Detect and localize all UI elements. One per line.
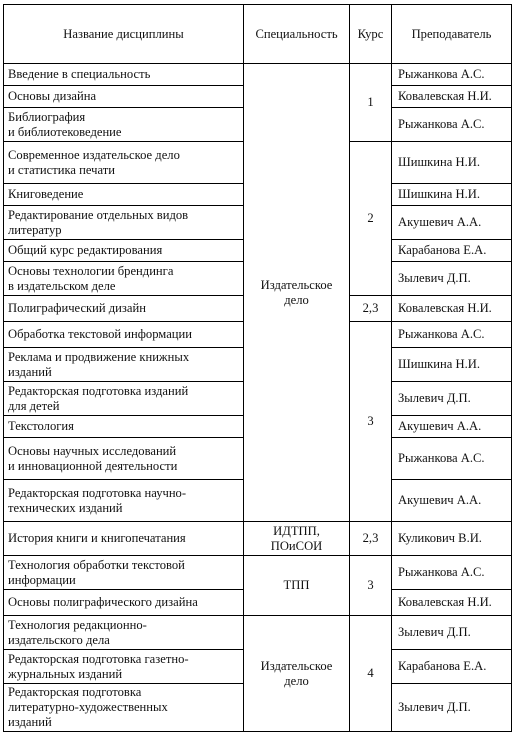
specialty-cell: ИДТПП, ПОиСОИ	[244, 522, 350, 556]
teacher-cell: Карабанова Е.А.	[392, 240, 512, 262]
discipline-cell: Основы технологии брендинга в издательском деле	[4, 262, 244, 296]
discipline-cell: Общий курс редактирования	[4, 240, 244, 262]
header-course: Курс	[350, 5, 392, 64]
discipline-cell: Основы полиграфического дизайна	[4, 590, 244, 616]
discipline-cell: Технология редакционно- издательского дела	[4, 616, 244, 650]
teacher-cell: Рыжанкова А.С.	[392, 322, 512, 348]
teacher-cell: Акушевич А.А.	[392, 206, 512, 240]
discipline-cell: Обработка текстовой информации	[4, 322, 244, 348]
teacher-cell: Зылевич Д.П.	[392, 262, 512, 296]
course-cell: 3	[350, 322, 392, 522]
discipline-cell: Книговедение	[4, 184, 244, 206]
header-specialty: Специальность	[244, 5, 350, 64]
course-cell: 4	[350, 616, 392, 732]
discipline-cell: Редакторская подготовка изданий для детей	[4, 382, 244, 416]
discipline-cell: Редакторская подготовка газетно- журнальных изданий	[4, 650, 244, 684]
teacher-cell: Рыжанкова А.С.	[392, 438, 512, 480]
teacher-cell: Куликович В.И.	[392, 522, 512, 556]
header-discipline: Название дисциплины	[4, 5, 244, 64]
specialty-cell: Издательское дело	[244, 616, 350, 732]
course-cell: 3	[350, 556, 392, 616]
course-cell: 2	[350, 142, 392, 296]
discipline-cell: История книги и книгопечатания	[4, 522, 244, 556]
teacher-cell: Акушевич А.А.	[392, 416, 512, 438]
specialty-cell: ТПП	[244, 556, 350, 616]
table-row	[4, 616, 512, 650]
teacher-cell: Ковалевская Н.И.	[392, 86, 512, 108]
specialty-cell: Издательское дело	[244, 64, 350, 522]
table-row	[4, 64, 512, 86]
teacher-cell: Зылевич Д.П.	[392, 684, 512, 732]
teacher-cell: Рыжанкова А.С.	[392, 64, 512, 86]
teacher-cell: Акушевич А.А.	[392, 480, 512, 522]
discipline-cell: Редакторская подготовка научно- технических изданий	[4, 480, 244, 522]
course-cell: 2,3	[350, 522, 392, 556]
teacher-cell: Ковалевская Н.И.	[392, 590, 512, 616]
teacher-cell: Рыжанкова А.С.	[392, 556, 512, 590]
discipline-cell: Технология обработки текстовой информации	[4, 556, 244, 590]
table-row	[4, 522, 512, 556]
discipline-cell: Основы дизайна	[4, 86, 244, 108]
discipline-cell: Библиография и библиотековедение	[4, 108, 244, 142]
discipline-cell: Введение в специальность	[4, 64, 244, 86]
discipline-cell: Полиграфический дизайн	[4, 296, 244, 322]
teacher-cell: Зылевич Д.П.	[392, 616, 512, 650]
discipline-cell: Текстология	[4, 416, 244, 438]
teacher-cell: Карабанова Е.А.	[392, 650, 512, 684]
discipline-cell: Реклама и продвижение книжных изданий	[4, 348, 244, 382]
teacher-cell: Шишкина Н.И.	[392, 184, 512, 206]
discipline-cell: Основы научных исследований и инновационной деятельности	[4, 438, 244, 480]
curriculum-table	[3, 4, 512, 732]
discipline-cell: Современное издательское дело и статистика печати	[4, 142, 244, 184]
teacher-cell: Рыжанкова А.С.	[392, 108, 512, 142]
teacher-cell: Шишкина Н.И.	[392, 348, 512, 382]
discipline-cell: Редакторская подготовка литературно-художественных изданий	[4, 684, 244, 732]
teacher-cell: Зылевич Д.П.	[392, 382, 512, 416]
course-cell: 1	[350, 64, 392, 142]
course-cell: 2,3	[350, 296, 392, 322]
teacher-cell: Ковалевская Н.И.	[392, 296, 512, 322]
header-teacher: Преподаватель	[392, 5, 512, 64]
discipline-cell: Редактирование отдельных видов литератур	[4, 206, 244, 240]
teacher-cell: Шишкина Н.И.	[392, 142, 512, 184]
table-row	[4, 556, 512, 590]
header-row	[4, 5, 512, 64]
